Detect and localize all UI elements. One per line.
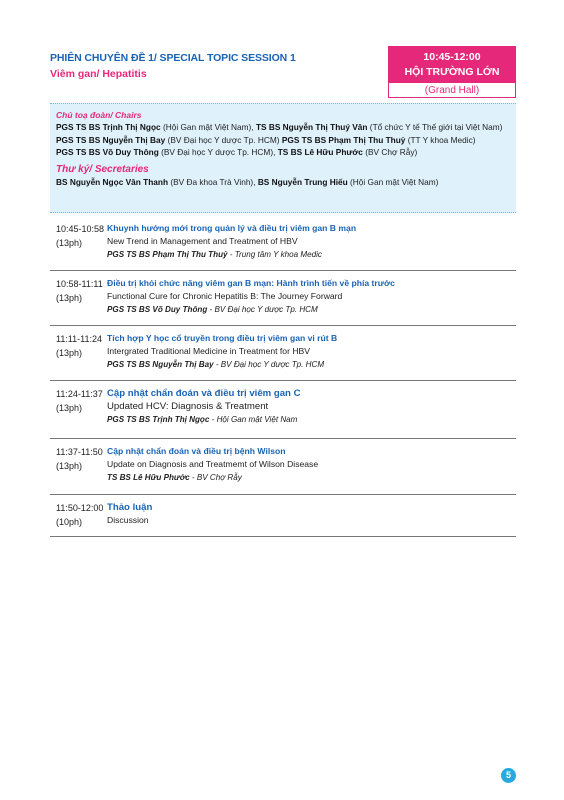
agenda-duration: (13ph) (56, 403, 83, 413)
talk-title-en: Functional Cure for Chronic Hepatitis B: The Journey Forward (107, 291, 343, 301)
agenda-time: 11:37-11:50 (56, 447, 103, 457)
agenda-content (107, 222, 516, 261)
chairs-label: Chủ toạ đoàn/ Chairs (56, 110, 142, 120)
speaker-affiliation: - BV Đại học Y dược Tp. HCM (207, 305, 318, 314)
time-hall-header (389, 47, 515, 83)
speaker-line (107, 303, 516, 316)
agenda-time-block (56, 277, 103, 305)
speaker-affiliation: - BV Đại học Y dược Tp. HCM (213, 360, 325, 369)
agenda-content (107, 445, 516, 484)
chairs-line (56, 121, 510, 133)
chair-affiliation: (BV Đại học Y dược Tp. HCM) (165, 134, 282, 145)
speaker-name: PGS TS BS Trịnh Thị Ngọc (107, 415, 210, 424)
chair-name: TS BS Nguyễn Thị Thuý Vân (255, 122, 368, 133)
session-time-box (388, 46, 516, 98)
agenda-time: 11:50-12:00 (56, 503, 104, 513)
session-time: 10:45-12:00 (423, 51, 481, 63)
chairs-line (56, 134, 510, 146)
speaker-name: PGS TS BS Võ Duy Thông (107, 305, 208, 314)
hall-name: HỘI TRƯỜNG LỚN (404, 66, 500, 78)
talk-title-en: New Trend in Management and Treatment of HBV (107, 236, 298, 246)
agenda-time-block (56, 445, 103, 473)
agenda-duration: (13ph) (56, 238, 83, 248)
secretary-affiliation: (Hội Gan mật Việt Nam) (347, 177, 439, 188)
talk-title-en: Intergrated Traditional Medicine in Treatment for HBV (107, 346, 311, 356)
speaker-name: TS BS Lê Hữu Phước (107, 473, 190, 482)
speaker-line (107, 471, 516, 484)
agenda-content (107, 387, 516, 426)
chair-affiliation: (BV Đại học Y dược Tp. HCM), (158, 146, 278, 157)
agenda-item (50, 495, 516, 537)
speaker-line (107, 413, 516, 426)
speaker-name: PGS TS BS Phạm Thị Thu Thuỷ (107, 250, 228, 259)
agenda-item (50, 326, 516, 381)
agenda-item (50, 381, 516, 439)
chair-name: PGS TS BS Võ Duy Thông (56, 146, 159, 157)
talk-title-vn: Thảo luận (107, 502, 153, 513)
secretaries-line (56, 176, 510, 188)
secretary-affiliation: (BV Đa khoa Trà Vinh), (168, 177, 258, 188)
talk-title-en: Update on Diagnosis and Treatmemt of Wilson Disease (107, 459, 319, 469)
session-title: PHIÊN CHUYÊN ĐỀ 1/ SPECIAL TOPIC SESSION 1 (50, 52, 296, 64)
agenda-item (50, 439, 516, 495)
agenda-item (50, 271, 516, 326)
chair-affiliation: (Hội Gan mật Việt Nam), (160, 122, 256, 133)
chair-affiliation: (Tổ chức Y tế Thế giới tại Việt Nam) (367, 122, 503, 133)
chair-name: PGS TS BS Phạm Thị Thu Thuỷ (281, 134, 406, 145)
agenda-duration: (13ph) (56, 461, 83, 471)
agenda-item (50, 216, 516, 271)
agenda-duration: (13ph) (56, 348, 83, 358)
agenda-time: 11:24-11:37 (56, 389, 103, 399)
agenda-duration: (10ph) (56, 517, 83, 527)
secretary-name: BS Nguyễn Ngọc Vân Thanh (56, 177, 169, 188)
secretary-name: BS Nguyễn Trung Hiếu (257, 177, 348, 188)
secretaries-label: Thư ký/ Secretaries (56, 164, 149, 176)
chair-name: PGS TS BS Trịnh Thị Ngọc (56, 122, 161, 133)
hall-name-en: (Grand Hall) (424, 85, 480, 96)
chairs-panel (50, 103, 516, 213)
page-number: 5 (501, 768, 516, 783)
chair-affiliation: (TT Y khoa Medic) (405, 134, 476, 145)
session-subtitle: Viêm gan/ Hepatitis (50, 68, 147, 80)
talk-title-vn: Cập nhật chẩn đoán và điều trị bệnh Wilson (107, 446, 286, 456)
agenda-content (107, 501, 516, 527)
chair-name: TS BS Lê Hữu Phước (277, 146, 363, 157)
speaker-name: PGS TS BS Nguyễn Thị Bay (107, 360, 214, 369)
talk-title-en: Updated HCV: Diagnosis & Treatment (107, 401, 269, 412)
agenda-content (107, 332, 516, 371)
agenda-time-block (56, 501, 103, 529)
agenda-list (50, 216, 516, 537)
talk-title-vn: Khuynh hướng mới trong quản lý và điều trị viêm gan B mạn (107, 223, 357, 233)
talk-title-vn: Cập nhật chẩn đoán và điều trị viêm gan C (107, 388, 301, 399)
chairs-line (56, 146, 510, 158)
speaker-affiliation: - Hội Gan mật Việt Nam (209, 415, 298, 424)
agenda-time: 10:45-10:58 (56, 224, 105, 234)
speaker-line (107, 248, 516, 261)
chair-name: PGS TS BS Nguyễn Thị Bay (56, 134, 166, 145)
agenda-time-block (56, 387, 103, 415)
agenda-time: 11:11-11:24 (56, 334, 103, 344)
speaker-affiliation: - Trung tâm Y khoa Medic (227, 250, 322, 259)
speaker-line (107, 358, 516, 371)
speaker-affiliation: - BV Chợ Rẫy (189, 473, 242, 482)
agenda-time: 10:58-11:11 (56, 279, 103, 289)
agenda-time-block (56, 222, 104, 250)
chair-affiliation: (BV Chợ Rẫy) (362, 146, 418, 157)
talk-title-vn: Tích hợp Y học cổ truyền trong điều trị viêm gan vi rút B (107, 333, 338, 343)
agenda-content (107, 277, 516, 316)
agenda-time-block (56, 332, 102, 360)
agenda-duration: (13ph) (56, 293, 83, 303)
talk-title-en: Discussion (107, 515, 149, 525)
talk-title-vn: Điều trị khỏi chức năng viêm gan B mạn: Hành trình tiến về phía trước (107, 278, 395, 288)
